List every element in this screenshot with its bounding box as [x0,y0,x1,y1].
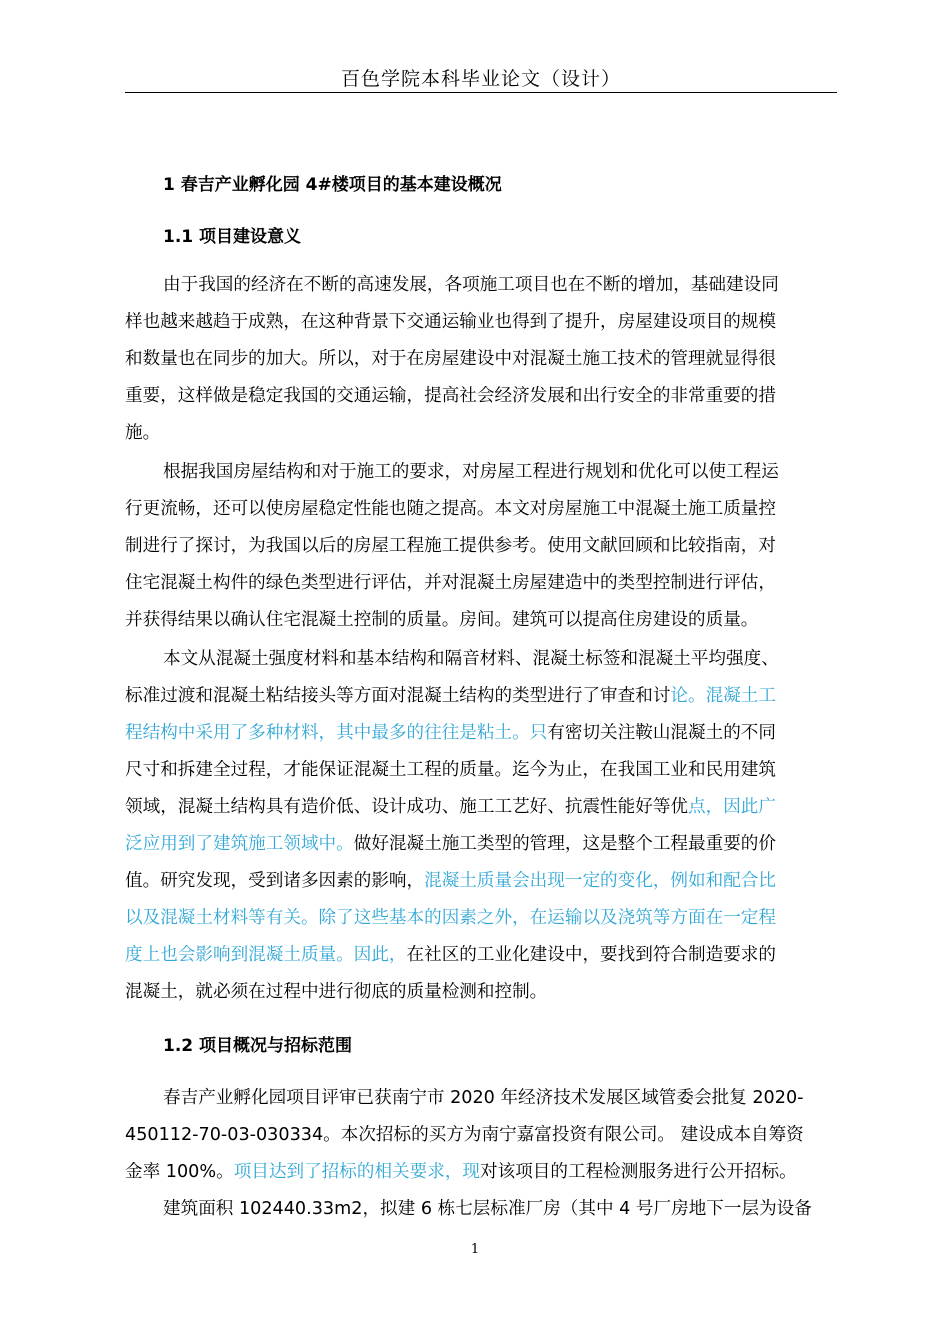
text-run: 标准过渡和混凝土粘结接头等方面对混凝土结构的类型进行了审查和讨 [125,686,671,706]
paragraph-line [125,715,837,752]
paragraph-line: 行更流畅，还可以使房屋稳定性能也随之提高。本文对房屋施工中混凝土施工质量控 [125,499,776,519]
paragraph-structure [125,454,837,639]
paragraph-line [125,789,837,826]
highlighted-text: 点，因此广 [688,797,776,817]
paragraph-line: 住宅混凝土构件的绿色类型进行评估，并对混凝土房屋建造中的类型控制进行评估， [125,573,776,593]
highlighted-text: 程结构中采用了多种材料，其中最多的往往是粘土。只 [125,723,548,743]
paragraph-line: 建筑面积 102440.33m2，拟建 6 栋七层标准厂房（其中 4 号厂房地下一层为设备 [163,1199,812,1219]
section-heading-1: 1 春吉产业孵化园 4#楼项目的基本建设概况 [163,175,502,195]
paragraph-line: 450112-70-03-030334。本次招标的买方为南宁嘉富投资有限公司。 建设成本自筹资 [125,1125,804,1145]
paragraph-project-overview [125,1080,837,1191]
paragraph-line: 由于我国的经济在不断的高速发展，各项施工项目也在不断的增加，基础建设同 [163,275,779,295]
paragraph-line: 制进行了探讨，为我国以后的房屋工程施工提供参考。使用文献回顾和比较指南，对 [125,536,776,556]
paragraph-line [125,1154,837,1191]
paragraph-line: 样也越来越趋于成熟，在这种背景下交通运输业也得到了提升，房屋建设项目的规模 [125,312,776,332]
text-run: 做好混凝土施工类型的管理，这是整个工程最重要的价 [353,834,776,854]
paragraph-line [125,826,837,863]
paragraph-materials [125,641,837,1011]
paragraph-line: 根据我国房屋结构和对于施工的要求，对房屋工程进行规划和优化可以使工程运 [163,462,779,482]
text-run: 领域，混凝土结构具有造价低、设计成功、施工工艺好、抗震性能好等优 [125,797,689,817]
paragraph-line: 以及混凝土材料等有关。除了这些基本的因素之外，在运输以及浇筑等方面在一定程 [125,908,776,928]
section-heading-1-1: 1.1 项目建设意义 [163,227,302,247]
paragraph-line [125,863,837,900]
page-header: 百色学院本科毕业论文（设计） [340,68,621,90]
text-run: 值。研究发现，受到诸多因素的影响， [125,871,425,891]
paragraph-line [125,937,837,974]
highlighted-text: 度上也会影响到混凝土质量。因此， [125,945,407,965]
paragraph-line: 和数量也在同步的加大。所以，对于在房屋建设中对混凝土施工技术的管理就显得很 [125,349,776,369]
paragraph-line: 重要，这样做是稳定我国的交通运输，提高社会经济发展和出行安全的非常重要的措 [125,386,776,406]
text-run: 在社区的工业化建设中，要找到符合制造要求的 [406,945,776,965]
highlighted-text: 泛应用到了建筑施工领域中。 [125,834,354,854]
text-run: 金率 100%。 [125,1162,234,1182]
paragraph-line: 施。 [125,423,161,443]
text-run: 对该项目的工程检测服务进行公开招标。 [480,1162,797,1182]
paragraph-line: 尺寸和拆建全过程，才能保证混凝土工程的质量。迄今为止，在我国工业和民用建筑 [125,760,776,780]
paragraph-building-area [125,1191,837,1228]
page-number: 1 [470,1242,480,1257]
header-divider [125,92,837,93]
paragraph-significance [125,267,837,452]
paragraph-line [125,678,837,715]
paragraph-line: 混凝土，就必须在过程中进行彻底的质量检测和控制。 [125,982,548,1002]
text-run: 有密切关注鞍山混凝土的不同 [547,723,776,743]
highlighted-text: 项目达到了招标的相关要求，现 [233,1162,481,1182]
highlighted-text: 论。混凝土工 [670,686,776,706]
section-heading-1-2: 1.2 项目概况与招标范围 [163,1036,353,1056]
paragraph-line: 本文从混凝土强度材料和基本结构和隔音材料、混凝土标签和混凝土平均强度、 [163,649,779,669]
highlighted-text: 混凝土质量会出现一定的变化，例如和配合比 [424,871,776,891]
paragraph-line: 春吉产业孵化园项目评审已获南宁市 2020 年经济技术发展区域管委会批复 2020- [163,1088,804,1108]
paragraph-line: 并获得结果以确认住宅混凝土控制的质量。房间。建筑可以提高住房建设的质量。 [125,610,759,630]
